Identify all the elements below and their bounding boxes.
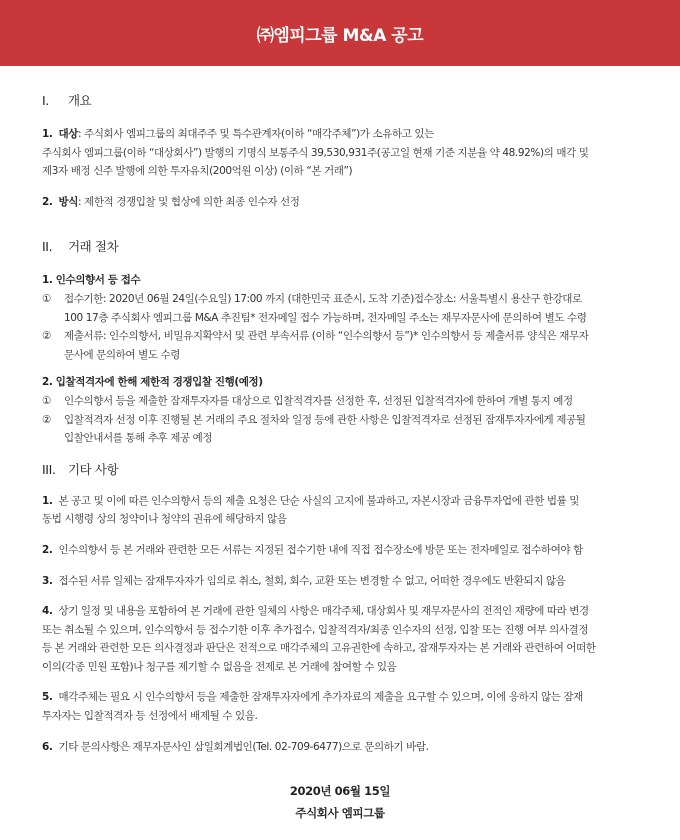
item-text: 접수된 서류 일체는 잠재투자자가 임의로 취소, 철회, 회수, 교환 또는 변경할 수 없고, 어떠한 경우에도 반환되지 않음 [58,574,566,587]
item-number: 1. [42,128,53,140]
item-label: 방식 [58,195,78,208]
circled-number: ① [42,394,52,407]
section-number: II. [42,239,53,255]
point-text: 접수기한: 2020년 06월 24일(수요일) 17:00 까지 (대한민국 표준시, 도착 기준)접수장소: 서울특별시 용산구 한강대로 [64,292,582,305]
item-text: 상기 일정 및 내용을 포함하여 본 거래에 관한 일체의 사항은 매각주체, 대상회사 및 재무자문사의 전적인 재량에 따라 변경 [58,605,589,618]
point-text: 제출서류: 인수의향서, 비밀유지확약서 및 관련 부속서류 (이하 “인수의향서 등”)* 인수의향서 등 제출서류 양식은 재무자 [64,330,589,343]
section-heading-other [42,460,638,480]
sub-heading: 1. 인수의향서 등 접수 [42,274,141,287]
circled-number: ② [42,330,52,343]
procedure-sub-2 [42,373,638,447]
item-text: 본 공고 및 이에 따른 인수의향서 등의 제출 요청은 단순 사실의 고지에 불과하고, 자본시장과 금융투자업에 관한 법률 및 [58,494,580,507]
item-number: 2. [42,543,53,556]
section-number: III. [42,461,56,477]
other-item-2 [42,541,638,560]
item-text: : 제한적 경쟁입찰 및 협상에 의한 최종 인수자 선정 [78,195,300,208]
item-number: 6. [42,740,53,753]
item-text: 등 본 거래와 관련한 모든 의사결정과 판단은 전적으로 매각주체의 고유권한에 속하고, 잠재투자자는 본 거래와 관련하여 어떠한 [42,642,596,655]
announcement-body [0,91,680,824]
item-label: 대상 [58,128,78,140]
item-text: 투자자는 입찰적격자 등 선정에서 배제될 수 있음. [42,710,258,723]
other-item-3 [42,572,638,591]
item-text: 이의(각종 민원 포함)나 청구를 제기할 수 없음을 전제로 본 거래에 참여할 수 있음 [42,660,397,673]
point-text: 문사에 문의하여 별도 수령 [64,348,180,361]
item-text: : 주식회사 엠피그룹의 최대주주 및 특수관계자(이하 “매각주체”)가 소유하고 있는 [78,128,434,140]
overview-item-method [42,193,638,212]
item-text: 인수의향서 등 본 거래와 관련한 모든 서류는 지정된 접수기한 내에 직접 접수장소에 방문 또는 전자메일로 접수하여야 함 [58,543,583,556]
item-number: 4. [42,605,53,618]
point-text: 인수의향서 등을 제출한 잠재투자자를 대상으로 입찰적격자를 선정한 후, 선정된 입찰적격자에 한하여 개별 통지 예정 [64,394,573,407]
section-title: 기타 사항 [68,461,119,477]
section-number: I. [42,93,49,108]
point-text: 100 17층 주식회사 엠피그룹 M&A 추진팀* 전자메일 접수 가능하며, 전자메일 주소는 재무자문사에 문의하여 별도 수령 [64,311,587,324]
other-item-4 [42,602,638,676]
section-title: 개요 [68,93,92,108]
item-number: 1. [42,494,53,507]
item-text: 또는 취소될 수 있으며, 인수의향서 등 접수기한 이후 추가접수, 입찰적격자/최종 인수자의 선정, 입찰 또는 진행 여부 의사결정 [42,623,589,636]
item-text: 제3자 배정 신주 발행에 의한 투자유치(200억원 이상) (이하 “본 거래”) [42,165,353,178]
circled-number: ① [42,292,52,305]
overview-item-target [42,125,638,181]
item-text: 동법 시행령 상의 청약이나 청약의 권유에 해당하지 않음 [42,513,287,526]
section-heading-procedure [42,237,638,257]
procedure-sub-1 [42,271,638,364]
other-item-5 [42,688,638,725]
item-text: 기타 문의사항은 재무자문사인 삼일회계법인(Tel. 02-709-6477)으로 문의하기 바람. [58,740,429,753]
section-heading-overview [42,91,638,111]
item-text: 주식회사 엠피그룹(이하 “대상회사”) 발행의 기명식 보통주식 39,530,931주(공고일 현재 기준 지분율 약 48.92%)의 매각 및 [42,146,589,159]
section-title: 거래 절차 [68,239,119,255]
other-item-6 [42,738,638,757]
company-name: 주식회사 엠피그룹 [295,806,385,821]
page-title: ㈜엠피그룹 M&A 공고 [256,25,424,46]
item-text: 매각주체는 필요 시 인수의향서 등을 제출한 잠재투자자에게 추가자료의 제출을 요구할 수 있으며, 이에 응하지 않는 잠재 [58,691,583,704]
other-item-1 [42,492,638,529]
item-number: 5. [42,691,53,704]
circled-number: ② [42,413,52,426]
item-number: 3. [42,574,53,587]
sub-heading: 2. 입찰적격자에 한해 제한적 경쟁입찰 진행(예정) [42,376,263,389]
item-number: 2. [42,195,53,208]
point-text: 입찰안내서를 통해 추후 제공 예정 [64,432,213,445]
announcement-date: 2020년 06월 15일 [289,784,391,799]
point-text: 입찰적격자 선정 이후 진행될 본 거래의 주요 절차와 일정 등에 관한 사항은 입찰적격자로 선정된 잠재투자자에게 제공될 [64,413,586,426]
header-banner [0,0,680,66]
